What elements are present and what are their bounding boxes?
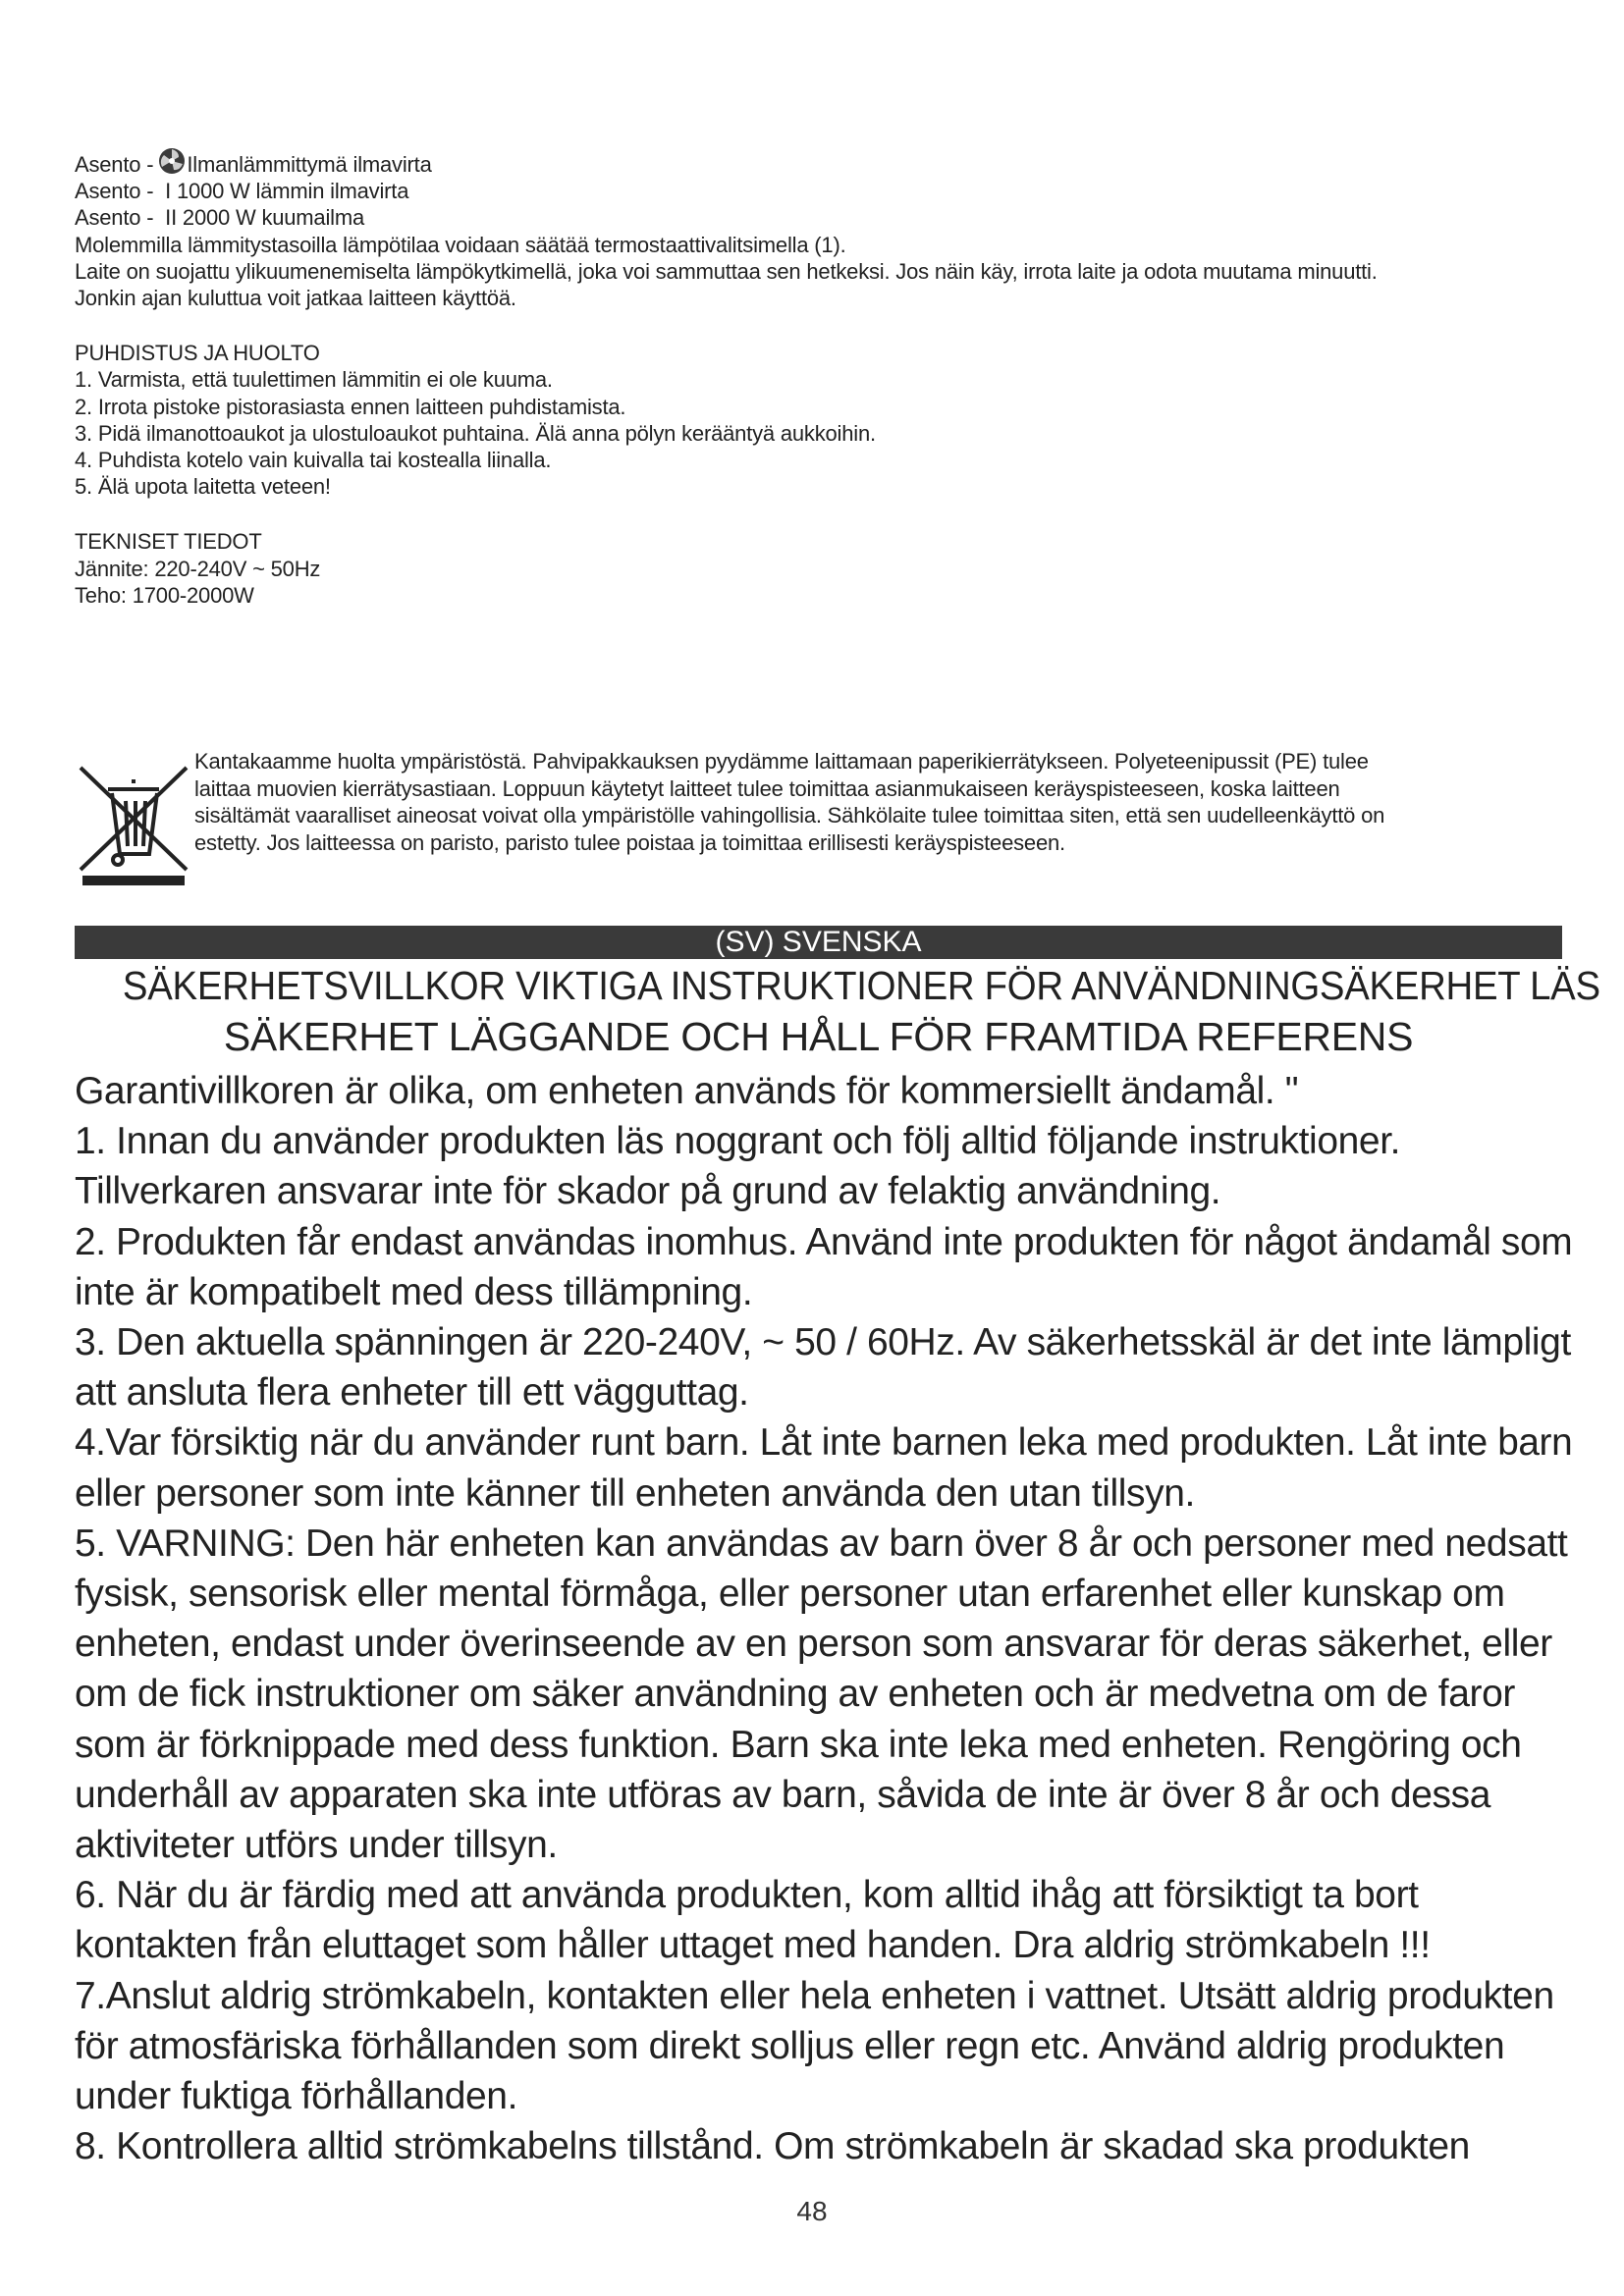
cleaning-heading: PUHDISTUS JA HUOLTO <box>75 341 320 366</box>
mode-line-1 <box>75 150 1577 178</box>
cleaning-item: 4. Puhdista kotelo vain kuivalla tai kostealla liinalla. <box>75 448 552 473</box>
tech-voltage: Jännite: 220-240V ~ 50Hz <box>75 556 321 581</box>
instruction-line: 5. VARNING: Den här enheten kan användas av barn över 8 år och personer med nedsatt <box>75 1522 1568 1565</box>
instruction-line: aktiviteter utförs under tillsyn. <box>75 1824 558 1867</box>
instruction-line: fysisk, sensorisk eller mental förmåga, eller personer utan erfarenhet eller kunskap om <box>75 1573 1505 1616</box>
safety-title-line: SÄKERHET LÄGGANDE OCH HÅLL FÖR FRAMTIDA REFERENS <box>223 1014 1414 1059</box>
instruction-line: som är förknippade med dess funktion. Barn ska inte leka med enheten. Rengöring och <box>75 1723 1522 1766</box>
instruction-line: underhåll av apparaten ska inte utföras av barn, såvida de inte är över 8 år och dessa <box>75 1773 1491 1816</box>
instruction-line: enheten, endast under överinseende av en person som ansvarar för deras säkerhet, eller <box>75 1623 1552 1666</box>
crossed-out-wheelie-bin-icon <box>75 760 192 887</box>
mode-text: II 2000 W kuumailma <box>165 205 365 231</box>
instruction-line: Garantivillkoren är olika, om enheten används för kommersiellt ändamål. " <box>75 1070 1299 1112</box>
safety-title <box>75 960 1600 1062</box>
page-number: 48 <box>796 2196 828 2226</box>
recycling-line: Kantakaamme huolta ympäristöstä. Pahvipakkauksen pyydämme laittamaan paperikierrätykseen. Polyeteenipussit (PE) tulee <box>194 749 1369 774</box>
overheat-text-1: Laite on suojattu ylikuumenemiselta lämpökytkimellä, joka voi sammuttaa sen hetkeksi. Jos näin käy, irrota laite ja odota muutama minuutti. <box>75 258 1378 284</box>
instruction-line: kontakten från eluttaget som håller uttaget med handen. Dra aldrig strömkabeln !!! <box>75 1924 1431 1967</box>
mode-text: I 1000 W lämmin ilmavirta <box>165 179 409 204</box>
thermostat-text: Molemmilla lämmitystasoilla lämpötilaa voidaan säätää termostaattivalitsimella (1). <box>75 232 846 257</box>
instruction-line: 3. Den aktuella spänningen är 220-240V, ~ 50 / 60Hz. Av säkerhetsskäl är det inte lämpligt <box>75 1321 1571 1364</box>
instruction-line: 7.Anslut aldrig strömkabeln, kontakten eller hela enheten i vattnet. Utsätt aldrig produkten <box>75 1974 1554 2017</box>
mode-prefix: Asento - <box>75 152 154 177</box>
tech-power: Teho: 1700-2000W <box>75 582 254 608</box>
instruction-line: Tillverkaren ansvarar inte för skador på grund av felaktig användning. <box>75 1170 1221 1213</box>
instruction-line: 4.Var försiktig när du använder runt barn. Låt inte barnen leka med produkten. Låt inte barn <box>75 1421 1573 1465</box>
mode-text: Ilmanlämmittymä ilmavirta <box>187 152 432 177</box>
instruction-line: 2. Produkten får endast användas inomhus. Använd inte produkten för något ändamål som <box>75 1220 1573 1263</box>
recycling-line: laittaa muovien kierrätysastiaan. Loppuun käytetyt laitteet tulee toimittaa asianmukaiseen keräyspisteeseen, koska laitteen <box>194 775 1340 801</box>
language-bar: (SV) SVENSKA <box>75 926 1562 959</box>
recycling-line: sisältämät vaaralliset aineosat voivat olla ympäristölle vahingollisia. Sähkölaite tulee toimittaa siten, että sen uudelleenkäyttö on <box>194 803 1385 828</box>
instruction-line: 6. När du är färdig med att använda produkten, kom alltid ihåg att försiktigt ta bort <box>75 1874 1419 1917</box>
mode-line-3 <box>75 204 1577 231</box>
recycling-text <box>194 748 1579 856</box>
mode-line-2 <box>75 178 1577 204</box>
safety-title-line: SÄKERHETSVILLKOR VIKTIGA INSTRUKTIONER FÖR ANVÄNDNINGSÄKERHET LÄS <box>122 963 1600 1008</box>
swedish-instructions <box>75 1066 1577 2171</box>
instruction-line: 1. Innan du använder produkten läs noggrant och följ alltid följande instruktioner. <box>75 1120 1401 1163</box>
finnish-section <box>75 150 1577 609</box>
recycling-notice <box>75 748 1577 895</box>
recycling-line: estetty. Jos laitteessa on paristo, paristo tulee poistaa ja toimittaa erillisesti keräyspisteeseen. <box>194 829 1065 855</box>
instruction-line: för atmosfäriska förhållanden som direkt solljus eller regn etc. Använd aldrig produkten <box>75 2024 1505 2067</box>
fan-icon <box>157 150 187 176</box>
instruction-line: inte är kompatibelt med dess tillämpning. <box>75 1270 753 1313</box>
cleaning-item: 2. Irrota pistoke pistorasiasta ennen laitteen puhdistamista. <box>75 394 626 419</box>
overheat-text-2: Jonkin ajan kuluttua voit jatkaa laitteen käyttöä. <box>75 286 516 311</box>
cleaning-item: 3. Pidä ilmanottoaukot ja ulostuloaukot puhtaina. Älä anna pölyn kerääntyä aukkoihin. <box>75 420 876 446</box>
tech-heading: TEKNISET TIEDOT <box>75 529 262 555</box>
cleaning-item: 5. Älä upota laitetta veteen! <box>75 474 331 500</box>
mode-prefix: Asento - <box>75 205 154 231</box>
instruction-line: att ansluta flera enheter till ett vägguttag. <box>75 1371 749 1415</box>
instruction-line: eller personer som inte känner till enheten använda den utan tillsyn. <box>75 1471 1195 1515</box>
instruction-line: 8. Kontrollera alltid strömkabelns tillstånd. Om strömkabeln är skadad ska produkten <box>75 2125 1470 2168</box>
instruction-line: under fuktiga förhållanden. <box>75 2075 518 2118</box>
mode-prefix: Asento - <box>75 179 154 204</box>
instruction-line: om de fick instruktioner om säker användning av enheten och är medvetna om de faror <box>75 1673 1515 1716</box>
cleaning-item: 1. Varmista, että tuulettimen lämmitin ei ole kuuma. <box>75 367 553 393</box>
